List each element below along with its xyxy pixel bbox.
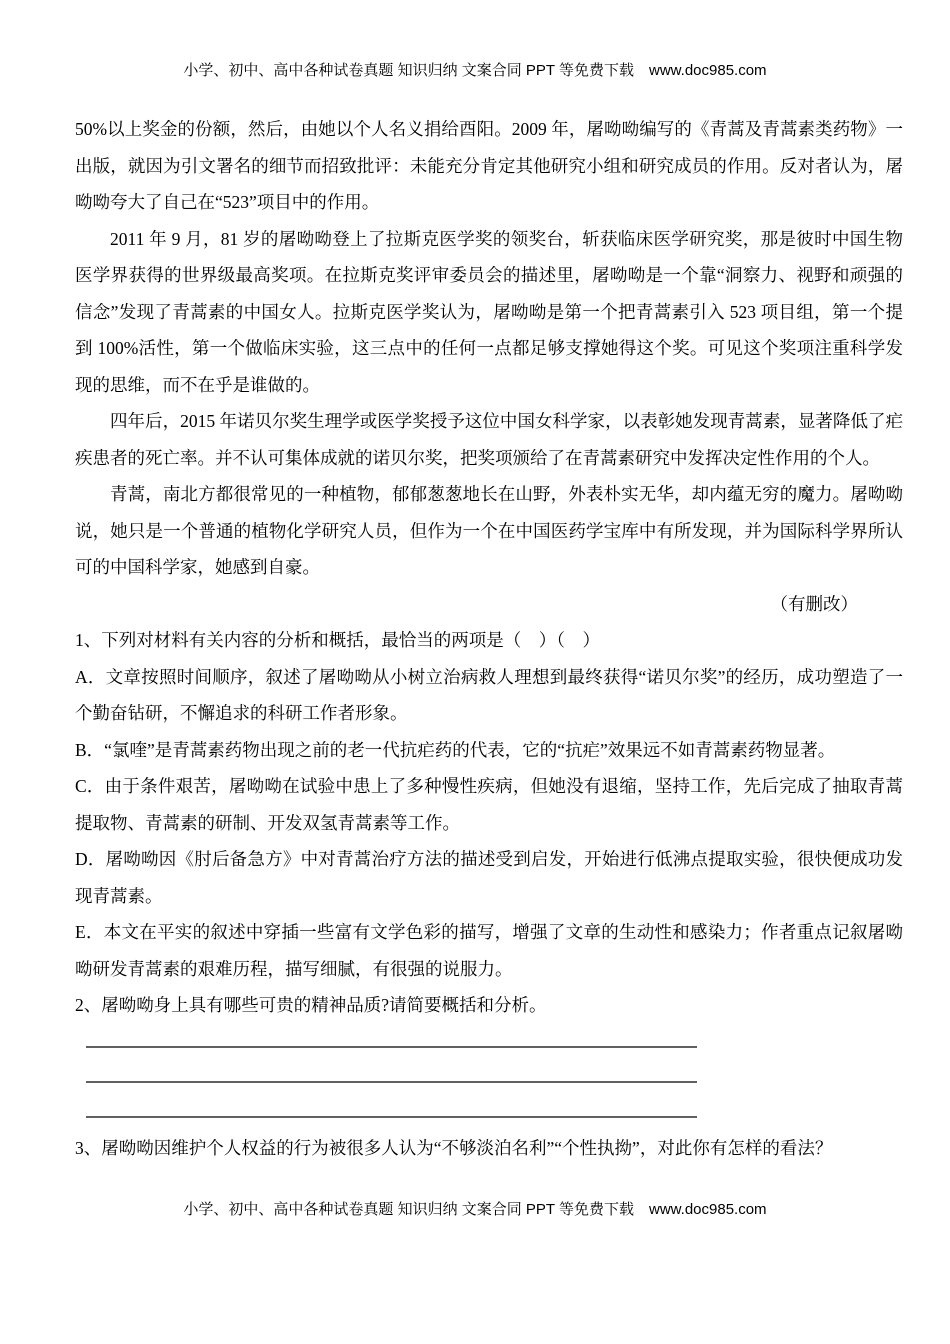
question-1-option-a: A．文章按照时间顺序，叙述了屠呦呦从小树立治病救人理想到最终获得“诺贝尔奖”的经历，成功塑造了一个勤奋钻研，不懈追求的科研工作者形象。 <box>75 666 903 723</box>
answer-blank-line-1[interactable] <box>86 1024 697 1048</box>
question-2-answer-area <box>86 1024 697 1118</box>
page-header: 小学、初中、高中各种试卷真题 知识归纳 文案合同 PPT 等免费下载 www.doc985.com <box>183 62 767 79</box>
page-footer: 小学、初中、高中各种试卷真题 知识归纳 文案合同 PPT 等免费下载 www.doc985.com <box>183 1201 767 1218</box>
question-1-option-b: B．“氯喹”是青蒿素药物出现之前的老一代抗疟药的代表，它的“抗疟”效果远不如青蒿素药物显著。 <box>75 739 836 760</box>
answer-blank-line-2[interactable] <box>86 1048 697 1083</box>
question-1-option-d: D．屠呦呦因《肘后备急方》中对青蒿治疗方法的描述受到启发，开始进行低沸点提取实验，很快便成功发现青蒿素。 <box>75 849 903 906</box>
question-1-option-c: C．由于条件艰苦，屠呦呦在试验中患上了多种慢性疾病，但她没有退缩，坚持工作，先后完成了抽取青蒿提取物、青蒿素的研制、开发双氢青蒿素等工作。 <box>75 776 903 833</box>
passage-paragraph-3: 四年后，2015 年诺贝尔奖生理学或医学奖授予这位中国女科学家，以表彰她发现青蒿素，显著降低了疟疾患者的死亡率。并不认可集体成就的诺贝尔奖，把奖项颁给了在青蒿素研究中发挥决定性作用的个人。 <box>75 411 903 468</box>
question-2: 2、屠呦呦身上具有哪些可贵的精神品质?请简要概括和分析。 <box>75 995 547 1015</box>
document-body <box>75 111 903 1166</box>
passage-attribution: （有删改） <box>770 593 858 614</box>
passage-paragraph-1: 50%以上奖金的份额，然后，由她以个人名义捐给酉阳。2009 年，屠呦呦编写的《青蒿及青蒿素类药物》一出版，就因为引文署名的细节而招致批评：未能充分肯定其他研究小组和研究成员的作用。反对者认为，屠呦呦夸大了自己在“523”项目中的作用。 <box>75 119 903 212</box>
passage-paragraph-2: 2011 年 9 月，81 岁的屠呦呦登上了拉斯克医学奖的领奖台，斩获临床医学研究奖，那是彼时中国生物医学界获得的世界级最高奖项。在拉斯克奖评审委员会的描述里，屠呦呦是一个靠“洞察力、视野和顽强的信念”发现了青蒿素的中国女人。拉斯克医学奖认为，屠呦呦是第一个把青蒿素引入 523 项目组，第一个提到 100%活性，第一个做临床实验，这三点中的任何一点都足够支撑她得这个奖。可见这个奖项注重科学发现的思维，而不在乎是谁做的。 <box>75 228 903 395</box>
question-3: 3、屠呦呦因维护个人权益的行为被很多人认为“不够淡泊名利”“个性执拗”，对此你有怎样的看法？ <box>75 1137 833 1158</box>
question-1: 1、下列对材料有关内容的分析和概括，最恰当的两项是（ ）（ ） <box>75 630 600 650</box>
passage-paragraph-4: 青蒿，南北方都很常见的一种植物，郁郁葱葱地长在山野，外表朴实无华，却内蕴无穷的魔力。屠呦呦说，她只是一个普通的植物化学研究人员，但作为一个在中国医药学宝库中有所发现，并为国际科学界所认可的中国科学家，她感到自豪。 <box>75 484 903 577</box>
question-1-option-e: E．本文在平实的叙述中穿插一些富有文学色彩的描写，增强了文章的生动性和感染力；作者重点记叙屠呦呦研发青蒿素的艰难历程，描写细腻，有很强的说服力。 <box>75 922 903 979</box>
answer-blank-line-3[interactable] <box>86 1083 697 1118</box>
